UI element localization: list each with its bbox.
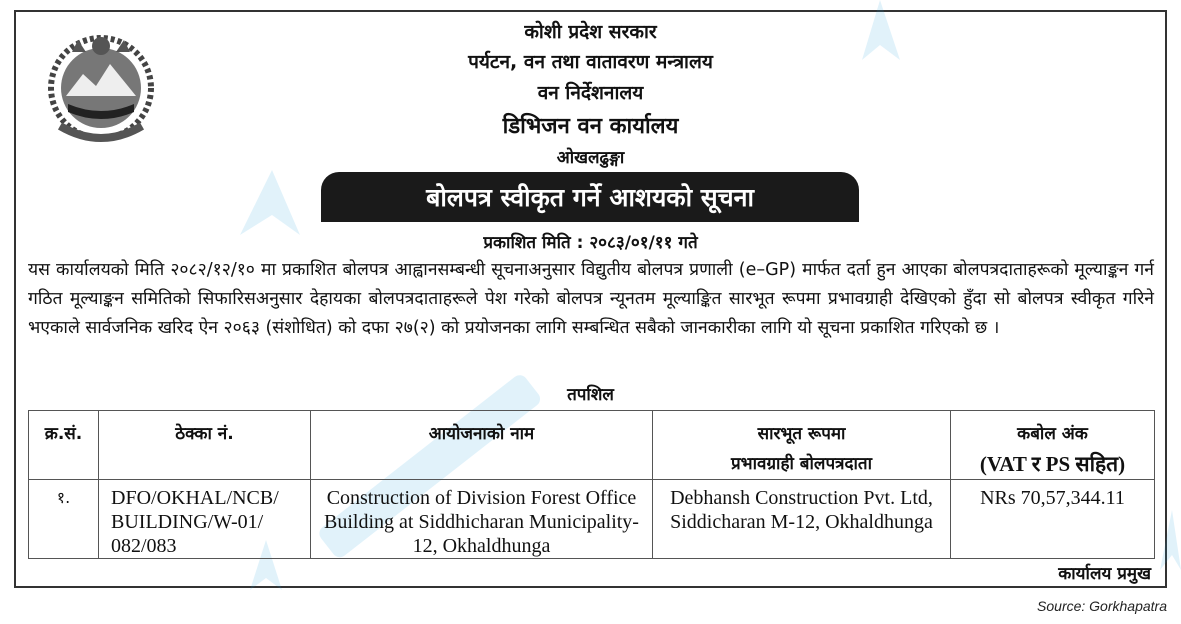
- cell-amount: NRs 70,57,344.11: [951, 480, 1155, 559]
- table-header-row: [29, 411, 1155, 480]
- header-directorate: वन निर्देशनालय: [537, 82, 644, 104]
- column-header-amount-line2: (VAT र PS सहित): [979, 452, 1126, 476]
- source-credit: Source: Gorkhapatra: [1037, 598, 1167, 614]
- header-province: कोशी प्रदेश सरकार: [524, 21, 657, 43]
- column-header-amount-line1: कबोल अंक: [1017, 424, 1088, 444]
- cell-project-name: Construction of Division Forest Office Building at Siddhicharan Municipality-12, Okhaldhunga: [311, 480, 653, 559]
- tender-table: [28, 410, 1155, 559]
- column-header-bidder-line1: सारभूत रूपमा: [757, 424, 846, 444]
- published-date: प्रकाशित मिति : २०८३/०१/११ गते: [483, 233, 698, 253]
- table-row: [29, 480, 1155, 559]
- column-header-amount: [951, 411, 1155, 480]
- notice-title-banner: [321, 172, 859, 222]
- header-office: डिभिजन वन कार्यालय: [502, 114, 679, 139]
- notice-title: बोलपत्र स्वीकृत गर्ने आशयको सूचना: [426, 183, 754, 212]
- header-ministry: पर्यटन, वन तथा वातावरण मन्त्रालय: [468, 51, 713, 73]
- header-location: ओखलढुङ्गा: [556, 148, 625, 168]
- column-header-sn: क्र.सं.: [29, 411, 99, 480]
- column-header-contract-no: ठेक्का नं.: [99, 411, 311, 480]
- notice-body: यस कार्यालयको मिति २०८२/१२/१० मा प्रकाशित बोलपत्र आह्वानसम्बन्धी सूचनाअनुसार विद्युतीय बोलपत्र प्रणाली (e–GP) मार्फत दर्ता हुन आएका बोलपत्रदाताहरूको मूल्याङ्कन गर्न गठित मूल्याङ्कन समितिको सिफारिसअनुसार देहायका बोलपत्रदाताहरूले पेश गरेको बोलपत्र न्यूनतम मूल्याङ्कित सारभूत रूपमा प्रभावग्राही देखिएको हुँदा सो बोलपत्र स्वीकृत गरिने भएकाले सार्वजनिक खरिद ऐन २०६३ (संशोधित) को दफा २७(२) को प्रयोजनका लागि सम्बन्धित सबैको जानकारीका लागि यो सूचना प्रकाशित गरिएको छ ।: [28, 260, 1154, 338]
- details-label: तपशिल: [567, 385, 614, 405]
- cell-bidder: Debhansh Construction Pvt. Ltd, Siddicharan M-12, Okhaldhunga: [653, 480, 951, 559]
- cell-sn: १.: [29, 480, 99, 559]
- column-header-bidder-line2: प्रभावग्राही बोलपत्रदाता: [730, 454, 873, 474]
- cell-contract-no: DFO/OKHAL/NCB/ BUILDING/W-01/ 082/083: [99, 480, 311, 559]
- column-header-bidder: [653, 411, 951, 480]
- signoff-office-head: कार्यालय प्रमुख: [1058, 564, 1151, 584]
- column-header-project-name: आयोजनाको नाम: [311, 411, 653, 480]
